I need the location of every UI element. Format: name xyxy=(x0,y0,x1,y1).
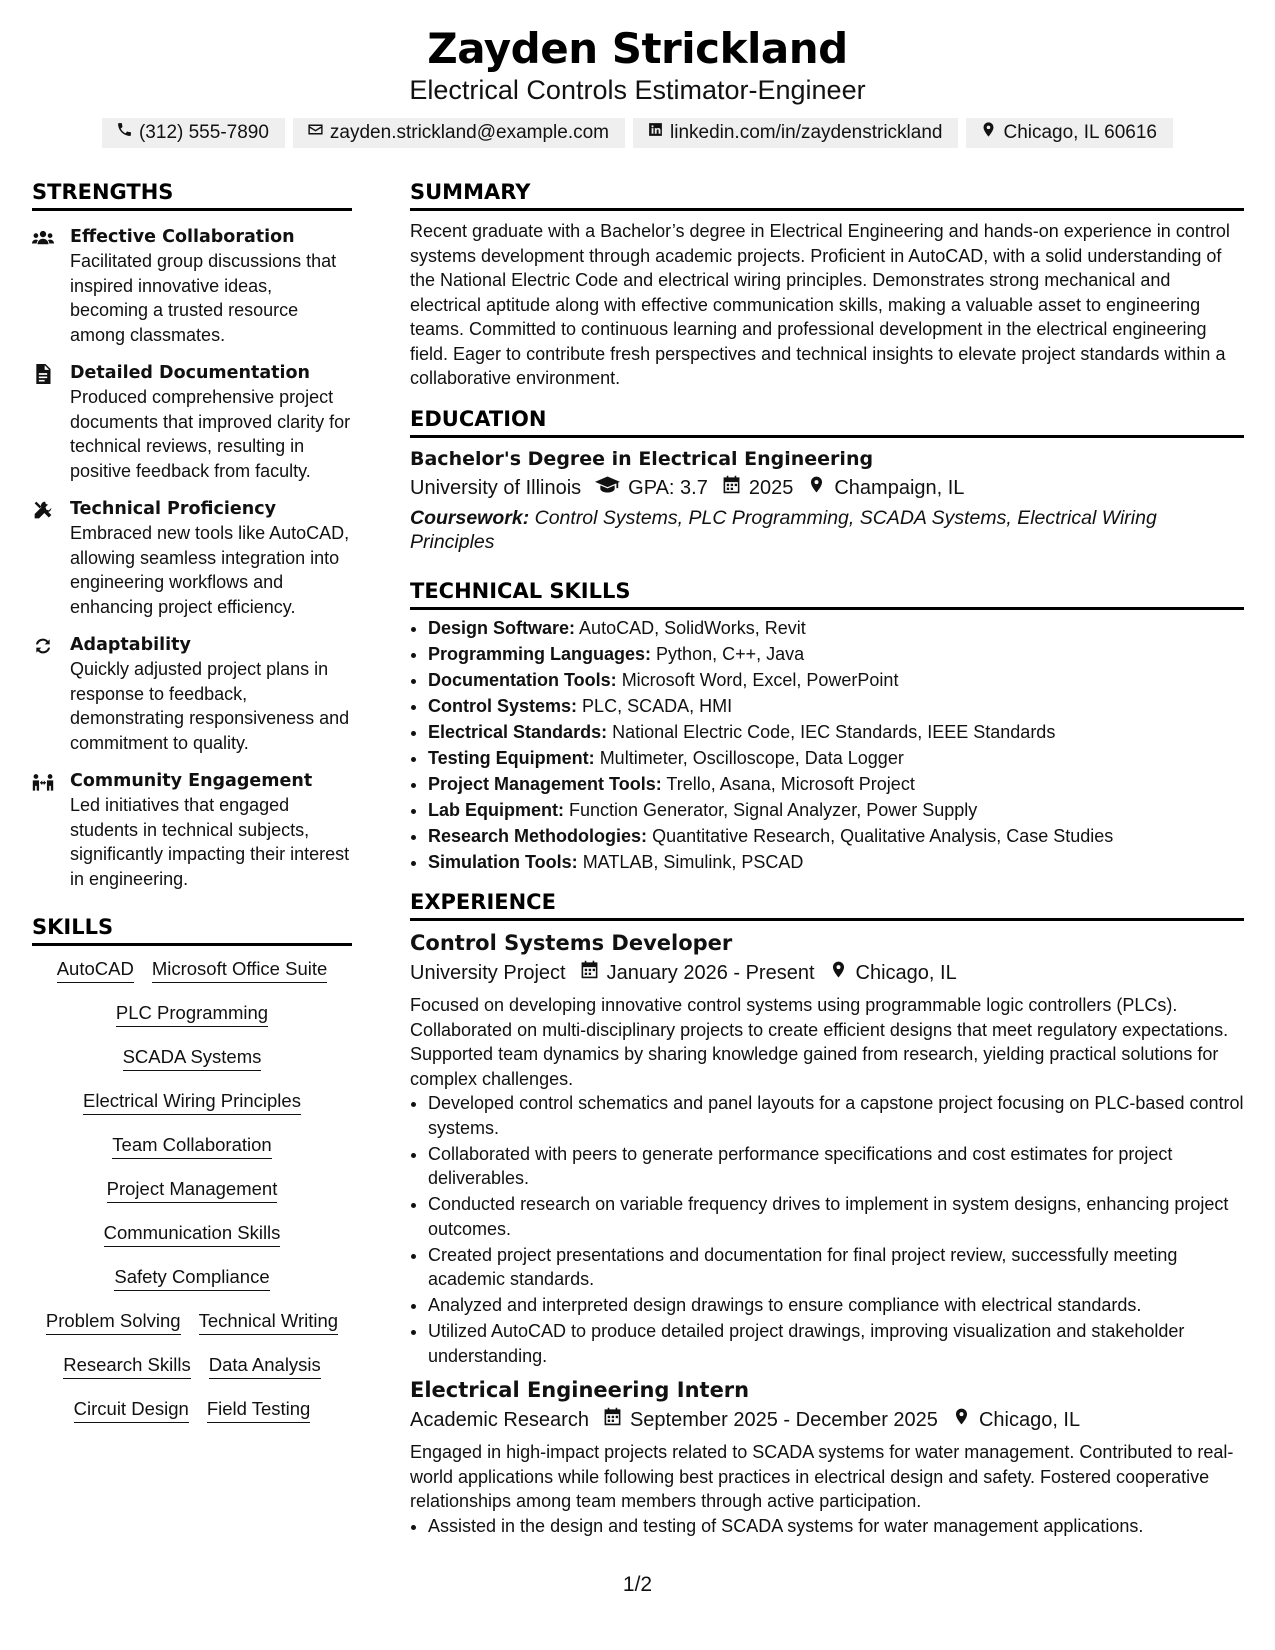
list-item xyxy=(428,772,1244,797)
strengths-heading: STRENGTHS xyxy=(32,178,352,211)
skill-category: Research Methodologies: xyxy=(428,825,648,846)
job-location-item xyxy=(952,1406,1080,1434)
contact-bar xyxy=(0,118,1275,148)
education-meta xyxy=(410,474,1244,502)
list-item xyxy=(428,824,1244,849)
strength-title: Technical Proficiency xyxy=(70,499,276,519)
list-item: • Developed control schematics and panel layouts for a capstone project focusing on PLC-based control systems. xyxy=(428,1091,1244,1140)
map-pin-icon xyxy=(952,1406,979,1434)
job-org: University Project xyxy=(410,962,566,984)
school-name: University of Illinois xyxy=(410,476,582,499)
contact-email[interactable] xyxy=(293,118,625,148)
skill-category: Testing Equipment: xyxy=(428,747,595,768)
skill-tag: SCADA Systems xyxy=(123,1046,262,1071)
list-item xyxy=(428,694,1244,719)
right-column xyxy=(410,178,1244,1540)
strength-title: Community Engagement xyxy=(70,771,313,791)
skill-tag: Project Management xyxy=(107,1178,278,1203)
skill-tag: Circuit Design xyxy=(74,1398,189,1423)
job-location: Chicago, IL xyxy=(978,1409,1081,1431)
gpa-text: GPA: 3.7 xyxy=(628,476,708,499)
strength-item xyxy=(32,769,352,891)
skill-tag: Field Testing xyxy=(207,1398,311,1423)
skill-category: Simulation Tools: xyxy=(428,851,578,872)
list-item xyxy=(428,720,1244,745)
job-meta xyxy=(410,1406,1244,1434)
summary-text: Recent graduate with a Bachelor’s degree in Electrical Engineering and hands-on experience in control systems development through academic projects. Proficient in AutoCAD, with a solid understanding of the National Electric Code and electrical wiring principles. Demonstrates strong mechanical and electrical aptitude along with effective communication skills, making a valuable asset to engineering teams. Committed to continuous learning and professional development in the electrical engineering field. Eager to contribute fresh perspectives and technical insights to elevate project standards within a collaborative environment. xyxy=(410,221,1230,388)
graduation-year: 2025 xyxy=(748,476,794,499)
skill-values: MATLAB, Simulink, PSCAD xyxy=(582,851,804,872)
contact-location xyxy=(966,118,1173,148)
left-column xyxy=(32,178,352,1442)
coursework-list: Control Systems, PLC Programming, SCADA Systems, Electrical Wiring Principles xyxy=(410,506,1157,553)
coursework-label: Coursework: xyxy=(410,506,530,529)
skill-category: Electrical Standards: xyxy=(428,721,608,742)
email-text: zayden.strickland@example.com xyxy=(329,121,609,143)
strength-item xyxy=(32,361,352,483)
strength-text: Led initiatives that engaged students in technical subjects, significantly impacting their interest in engineering. xyxy=(70,795,350,889)
skill-category: Design Software: xyxy=(428,617,576,638)
page-number: 1/2 xyxy=(622,1573,653,1596)
phone-text: (312) 555-7890 xyxy=(138,121,269,143)
skill-values: PLC, SCADA, HMI xyxy=(582,695,733,716)
strength-title: Adaptability xyxy=(70,635,191,655)
job-location: Chicago, IL xyxy=(855,962,957,984)
users-icon xyxy=(32,225,70,347)
list-item: • Collaborated with peers to generate performance specifications and cost estimates for project deliverables. xyxy=(428,1142,1244,1191)
contact-phone[interactable] xyxy=(102,118,285,148)
list-item xyxy=(428,642,1244,667)
job-dates: September 2025 - December 2025 xyxy=(629,1409,938,1431)
experience-entry xyxy=(410,1376,1244,1538)
map-pin-icon xyxy=(807,474,834,502)
list-item: • Conducted research on variable frequency drives to implement in system designs, enhancing project outcomes. xyxy=(428,1192,1244,1241)
calendar-icon xyxy=(722,474,749,502)
summary-heading: SUMMARY xyxy=(410,178,1244,211)
phone-icon xyxy=(116,121,133,144)
job-location-item xyxy=(829,959,957,987)
skill-category: Project Management Tools: xyxy=(428,773,662,794)
skill-tag: Microsoft Office Suite xyxy=(152,958,327,983)
job-dates-item xyxy=(603,1406,938,1434)
skill-values: Quantitative Research, Qualitative Analysis, Case Studies xyxy=(652,825,1114,846)
job-bullets xyxy=(410,1514,1244,1539)
skill-tag: Technical Writing xyxy=(199,1310,339,1335)
education-heading: EDUCATION xyxy=(410,405,1244,438)
experience-heading: EXPERIENCE xyxy=(410,888,1244,921)
skills-list xyxy=(32,958,352,1423)
experience-entry xyxy=(410,929,1244,1368)
skill-tag: Problem Solving xyxy=(46,1310,181,1335)
strength-text: Produced comprehensive project documents that improved clarity for technical reviews, resulting in positive feedback from faculty. xyxy=(70,387,351,481)
school-location: Champaign, IL xyxy=(834,476,965,499)
job-title: Control Systems Developer xyxy=(410,931,733,955)
strength-text: Embraced new tools like AutoCAD, allowing seamless integration into engineering workflows and enhancing project efficiency. xyxy=(70,523,350,617)
job-description: Engaged in high-impact projects related to SCADA systems for water management. Contributed to real-world applications while following best practices in electrical design and safety. Fostered cooperative relationships among team members through active participation. xyxy=(410,1442,1234,1511)
skill-tag: Team Collaboration xyxy=(112,1134,271,1159)
envelope-icon xyxy=(307,121,324,144)
map-pin-icon xyxy=(829,959,856,987)
skill-tag: PLC Programming xyxy=(116,1002,268,1027)
skill-values: National Electric Code, IEC Standards, IEEE Standards xyxy=(612,721,1056,742)
skill-category: Lab Equipment: xyxy=(428,799,564,820)
candidate-title: Electrical Controls Estimator-Engineer xyxy=(409,75,866,105)
strength-text: Quickly adjusted project plans in response to feedback, demonstrating responsiveness and commitment to quality. xyxy=(70,659,350,753)
job-title: Electrical Engineering Intern xyxy=(410,1378,750,1402)
list-item: • Created project presentations and documentation for final project review, successfully meeting academic standards. xyxy=(428,1243,1244,1292)
job-meta xyxy=(410,959,1244,987)
list-item xyxy=(428,616,1244,641)
graduation-cap-icon xyxy=(595,474,628,502)
candidate-name: Zayden Strickland xyxy=(427,24,848,73)
calendar-icon xyxy=(580,959,607,987)
tools-icon xyxy=(32,497,70,619)
strength-item xyxy=(32,633,352,755)
job-org: Academic Research xyxy=(410,1409,589,1431)
skill-values: Python, C++, Java xyxy=(656,643,805,664)
skill-tag: Safety Compliance xyxy=(114,1266,269,1291)
skill-tag: Data Analysis xyxy=(209,1354,321,1379)
document-icon xyxy=(32,361,70,483)
skill-values: Multimeter, Oscilloscope, Data Logger xyxy=(599,747,904,768)
list-item: • Analyzed and interpreted design drawings to ensure compliance with electrical standards. xyxy=(428,1293,1244,1318)
skill-tag: Research Skills xyxy=(63,1354,191,1379)
strength-title: Effective Collaboration xyxy=(70,227,295,247)
skill-category: Programming Languages: xyxy=(428,643,652,664)
job-dates: January 2026 - Present xyxy=(606,962,815,984)
list-item xyxy=(428,850,1244,875)
job-dates-item xyxy=(580,959,815,987)
strength-item xyxy=(32,497,352,619)
strength-item xyxy=(32,225,352,347)
skill-tag: AutoCAD xyxy=(57,958,134,983)
skill-values: Trello, Asana, Microsoft Project xyxy=(666,773,915,794)
list-item: • Assisted in the design and testing of SCADA systems for water management applications. xyxy=(428,1514,1244,1539)
map-pin-icon xyxy=(980,121,997,144)
calendar-icon xyxy=(603,1406,630,1434)
degree-title: Bachelor's Degree in Electrical Engineering xyxy=(410,447,874,470)
skill-values: Microsoft Word, Excel, PowerPoint xyxy=(621,669,899,690)
contact-linkedin[interactable] xyxy=(633,118,958,148)
list-item xyxy=(428,746,1244,771)
location-text: Chicago, IL 60616 xyxy=(1003,121,1157,143)
skill-category: Documentation Tools: xyxy=(428,669,617,690)
graduation-year-item xyxy=(722,474,794,502)
linkedin-icon xyxy=(647,121,664,144)
technical-skills-heading: TECHNICAL SKILLS xyxy=(410,577,1244,610)
gpa-item xyxy=(595,474,708,502)
strength-text: Facilitated group discussions that inspired innovative ideas, becoming a trusted resource among classmates. xyxy=(70,251,337,345)
skill-values: Function Generator, Signal Analyzer, Power Supply xyxy=(569,799,978,820)
list-item xyxy=(428,668,1244,693)
skill-tag: Electrical Wiring Principles xyxy=(83,1090,301,1115)
list-item: • Utilized AutoCAD to produce detailed project drawings, improving visualization and stakeholder understanding. xyxy=(428,1319,1244,1368)
strength-title: Detailed Documentation xyxy=(70,363,311,383)
list-item xyxy=(428,798,1244,823)
linkedin-text: linkedin.com/in/zaydenstrickland xyxy=(670,121,943,143)
technical-skills-list xyxy=(410,616,1244,875)
sync-icon xyxy=(32,633,70,755)
skill-values: AutoCAD, SolidWorks, Revit xyxy=(579,617,806,638)
skill-category: Control Systems: xyxy=(428,695,578,716)
skills-heading: SKILLS xyxy=(32,913,352,946)
coursework xyxy=(410,506,1244,555)
job-bullets xyxy=(410,1091,1244,1368)
job-description: Focused on developing innovative control systems using programmable logic controllers (PLCs). Collaborated on multi-disciplinary projects to create efficient designs that meet regulatory expectations. Supported team dynamics by sharing knowledge gained from research, yielding practical solutions for complex challenges. xyxy=(410,995,1229,1089)
people-arrows-icon xyxy=(32,769,70,891)
skill-tag: Communication Skills xyxy=(104,1222,281,1247)
resume-header xyxy=(0,0,1275,148)
school-location-item xyxy=(807,474,964,502)
